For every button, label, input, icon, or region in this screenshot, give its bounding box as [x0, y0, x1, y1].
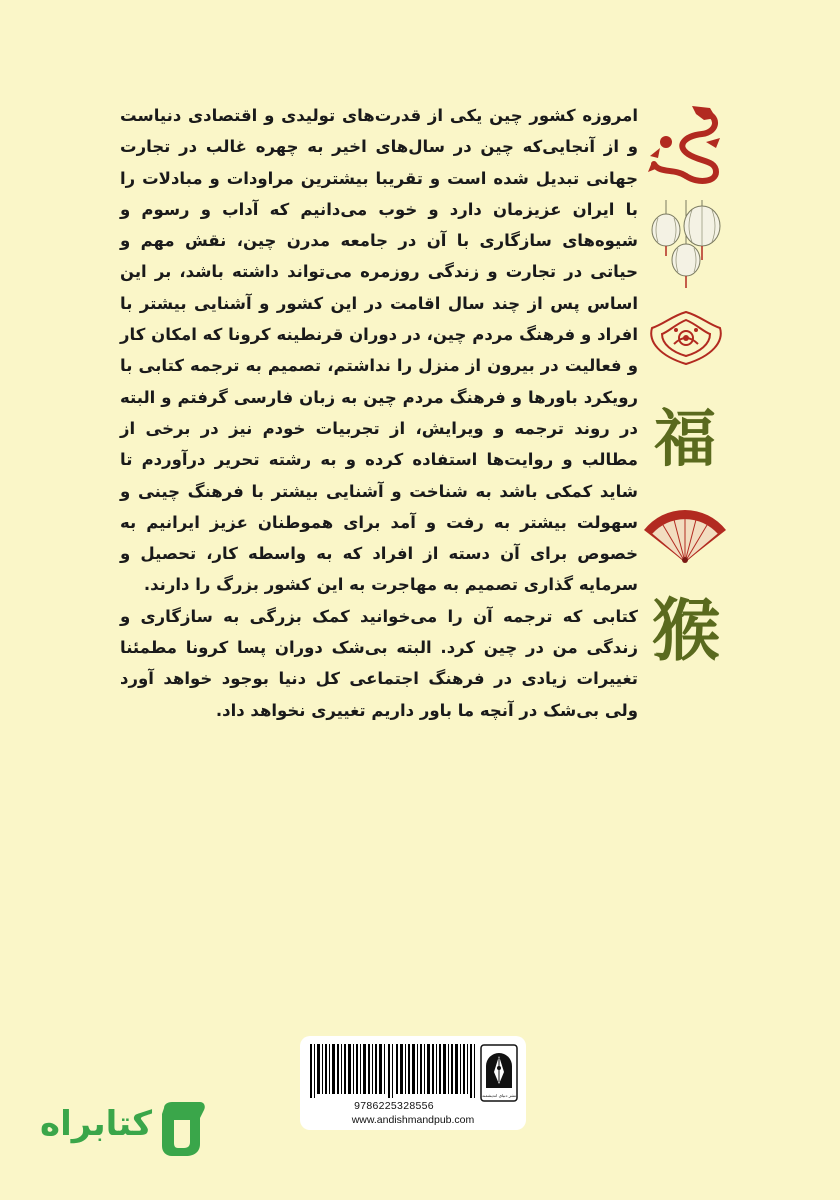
fu-character-icon [650, 396, 720, 476]
publisher-logo-text: نشر دنیای اندیشمند [481, 1093, 517, 1098]
back-cover-text [120, 100, 638, 726]
brand-name: کتابراه [40, 1104, 153, 1144]
publisher-logo-icon [480, 1044, 518, 1102]
barcode-card [300, 1036, 526, 1130]
fan-icon [642, 490, 728, 566]
ornament-column [640, 100, 730, 700]
fu-glyph: 福 [653, 402, 717, 475]
barcode [310, 1044, 478, 1098]
ketabrah-logo [40, 1100, 220, 1160]
lanterns-icon [644, 200, 728, 290]
paragraph-2: کتابی که ترجمه آن را می‌خوانید کمک بزرگی به سازگاری و زندگی من در چین کرد. البته بی‌شک دوران پسا کرونا مطمئنا تغییرات زیادی در فرهنگ اجتماعی کل دنیا بوجود خواهد آورد ولی بی‌شک در آنچه ما باور داریم تغییری نخواهد داد. [120, 606, 638, 720]
isbn-number: 9786225328556 [354, 1100, 434, 1112]
monkey-glyph: 猴 [651, 592, 721, 670]
publisher-website: www.andishmandpub.com [351, 1114, 475, 1126]
dragon-icon [646, 102, 726, 186]
paragraph-1: امروزه کشور چین یکی از قدرت‌های تولیدی و اقتصادی دنیاست و از آنجایی‌که چین در سال‌های اخیر به چهره غالب در تجارت جهانی تبدیل شده است و تقریبا بیشترین مراودات و مبادلات را با ایران عزیزمان دارد و خوب می‌دانیم که آداب و رسوم و شیوه‌های سازگاری با آن در جامعه مدرن چین، نقش مهم و حیاتی در تجارت و زندگی روزمره می‌تواند داشته باشد، بر این اساس پس از چند سال اقامت در این کشور و آشنایی بیشتر با افراد و فرهنگ مردم چین، در دوران قرنطینه کرونا که امکان کار و فعالیت در بیرون از منزل را نداشتم، تصمیم به ترجمه کتابی با رویکرد باورها و فرهنگ مردم چین به زبان فارسی گرفتم و البته در روند ترجمه و ویرایش، از تجربیات خودم نیز در برخی از مطالب و روایت‌ها استفاده کرده و به رشته تحریر درآوردم تا شاید کمکی باشد به شناخت و آشنایی بیشتر با فرهنگ چینی و سهولت بیشتر به رفت و آمد برای هموطنان عزیز ایرانیم به خصوص برای آن دسته از افراد که به واسطه کار، تحصیل و سرمایه گذاری تصمیم به مهاجرت به این کشور بزرگ را دارند. [120, 106, 638, 595]
ketabrah-mark-icon [154, 1100, 210, 1158]
lotus-pattern-icon [646, 308, 726, 368]
monkey-character-icon [648, 584, 724, 670]
